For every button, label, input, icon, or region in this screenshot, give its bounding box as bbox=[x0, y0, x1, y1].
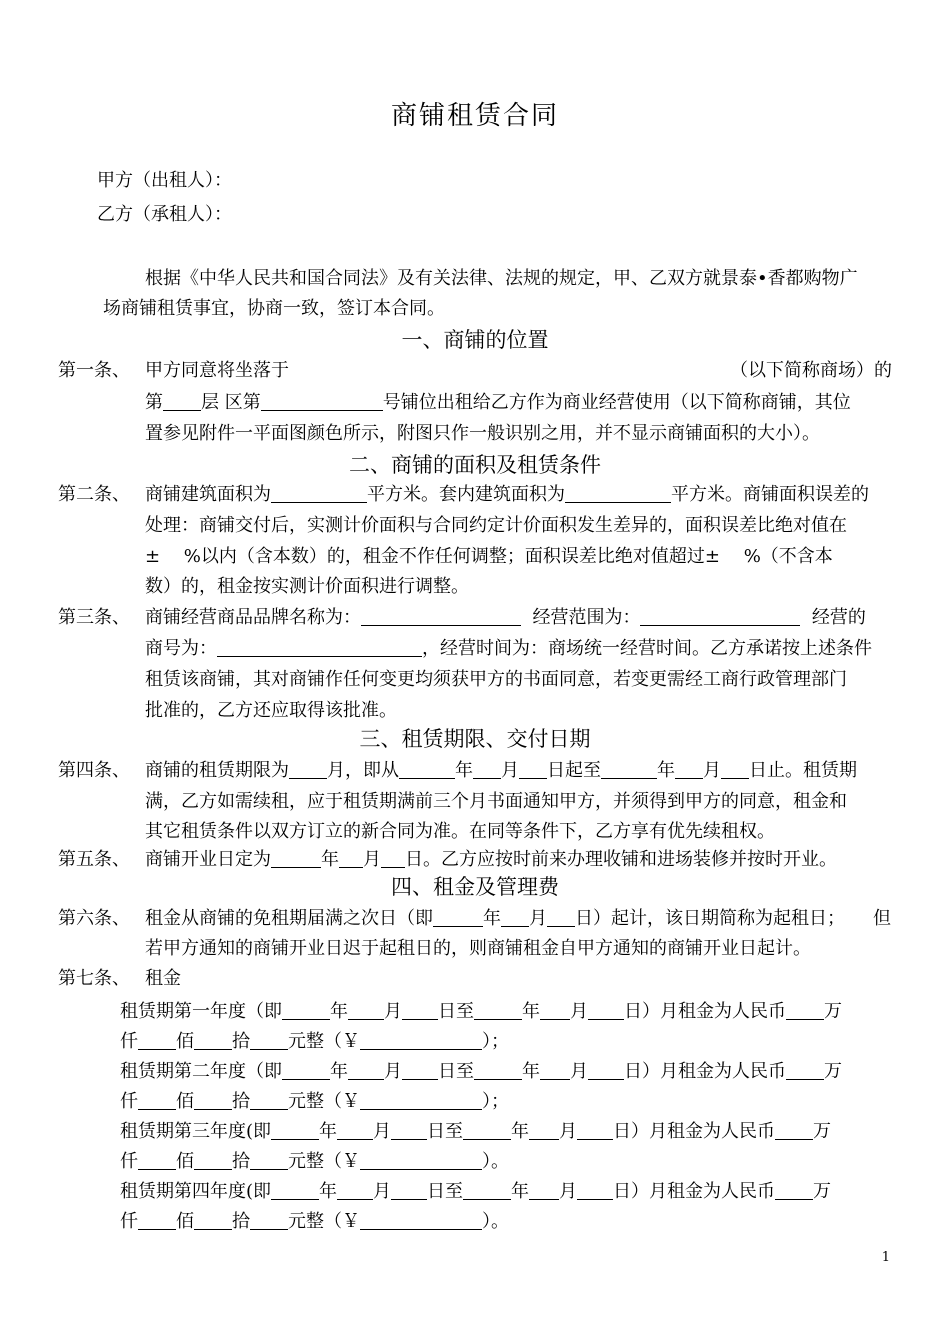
section-heading-1: 一、商铺的位置 bbox=[401, 328, 549, 352]
to-day-blank[interactable] bbox=[588, 1001, 624, 1020]
start-month-blank[interactable] bbox=[473, 760, 501, 779]
article-6-label: 第六条、 bbox=[58, 908, 130, 929]
article-2-line-3: ± %以内（含本数）的，租金不作任何调整；面积误差比绝对值超过± %（不含本 bbox=[145, 546, 833, 567]
rent-amount-row: 仟 佰 拾 元整（￥ ）； bbox=[120, 1031, 509, 1052]
qian-blank[interactable] bbox=[138, 1031, 176, 1050]
wan-blank[interactable] bbox=[775, 1121, 813, 1140]
to-year-blank[interactable] bbox=[474, 1061, 522, 1080]
article-3-line-1: 商铺经营商品品牌名称为： 经营范围为： 经营的 bbox=[145, 607, 866, 628]
rent-year-row: 租赁期第四年度(即 年 月 日至 年 月 日）月租金为人民币 万 bbox=[120, 1181, 832, 1202]
to-month-blank[interactable] bbox=[529, 1181, 559, 1200]
to-year-blank[interactable] bbox=[463, 1121, 511, 1140]
intro-line-2: 场商铺租赁事宜，协商一致，签订本合同。 bbox=[103, 298, 445, 319]
party-b-label: 乙方（承租人）： bbox=[97, 204, 232, 225]
article-7-label: 第七条、 bbox=[58, 968, 130, 989]
trade-name-blank[interactable] bbox=[217, 638, 422, 657]
business-scope-blank[interactable] bbox=[640, 607, 800, 626]
article-5-label: 第五条、 bbox=[58, 849, 130, 870]
rent-amount-row: 仟 佰 拾 元整（￥ ）。 bbox=[120, 1211, 509, 1232]
article-2-label: 第二条、 bbox=[58, 484, 130, 505]
article-4-line-1: 商铺的租赁期限为 月，即从 年 月 日起至 年 月 日止。租赁期 bbox=[145, 760, 857, 781]
qian-blank[interactable] bbox=[138, 1091, 176, 1110]
bai-blank[interactable] bbox=[194, 1091, 232, 1110]
bai-blank[interactable] bbox=[194, 1031, 232, 1050]
lease-months-blank[interactable] bbox=[289, 760, 327, 779]
rent-year-row: 租赁期第二年度（即 年 月 日至 年 月 日）月租金为人民币 万 bbox=[120, 1061, 842, 1082]
to-month-blank[interactable] bbox=[540, 1061, 570, 1080]
article-4-line-2: 满，乙方如需续租，应于租赁期满前三个月书面通知甲方，并须得到甲方的同意，租金和 bbox=[145, 791, 847, 812]
floor-blank[interactable] bbox=[163, 392, 201, 411]
opening-month-blank[interactable] bbox=[339, 849, 363, 868]
opening-year-blank[interactable] bbox=[271, 849, 321, 868]
to-day-blank[interactable] bbox=[577, 1121, 613, 1140]
from-day-blank[interactable] bbox=[402, 1061, 438, 1080]
article-1-label: 第一条、 bbox=[58, 360, 130, 381]
rent-year-row: 租赁期第三年度(即 年 月 日至 年 月 日）月租金为人民币 万 bbox=[120, 1121, 832, 1142]
from-year-blank[interactable] bbox=[271, 1181, 319, 1200]
to-day-blank[interactable] bbox=[588, 1061, 624, 1080]
party-a-label: 甲方（出租人）： bbox=[97, 170, 232, 191]
building-area-blank[interactable] bbox=[271, 484, 367, 503]
from-month-blank[interactable] bbox=[337, 1181, 373, 1200]
from-month-blank[interactable] bbox=[348, 1061, 384, 1080]
to-month-blank[interactable] bbox=[540, 1001, 570, 1020]
article-6-line-1: 租金从商铺的免租期届满之次日（即 年 月 日）起计，该日期简称为起租日； bbox=[145, 908, 845, 929]
qian-blank[interactable] bbox=[138, 1151, 176, 1170]
article-7-heading: 租金 bbox=[145, 968, 181, 989]
inner-area-blank[interactable] bbox=[565, 484, 671, 503]
from-year-blank[interactable] bbox=[271, 1121, 319, 1140]
shi-blank[interactable] bbox=[250, 1031, 288, 1050]
rent-start-month-blank[interactable] bbox=[501, 908, 529, 927]
article-3-line-3: 租赁该商铺，其对商铺作任何变更均须获甲方的书面同意，若变更需经工商行政管理部门 bbox=[145, 669, 847, 690]
wan-blank[interactable] bbox=[786, 1001, 824, 1020]
opening-day-blank[interactable] bbox=[381, 849, 405, 868]
end-year-blank[interactable] bbox=[601, 760, 657, 779]
to-year-blank[interactable] bbox=[463, 1181, 511, 1200]
end-day-blank[interactable] bbox=[721, 760, 749, 779]
rent-year-row: 租赁期第一年度（即 年 月 日至 年 月 日）月租金为人民币 万 bbox=[120, 1001, 842, 1022]
end-month-blank[interactable] bbox=[675, 760, 703, 779]
to-month-blank[interactable] bbox=[529, 1121, 559, 1140]
rent-amount-row: 仟 佰 拾 元整（￥ ）； bbox=[120, 1091, 509, 1112]
rent-start-day-blank[interactable] bbox=[547, 908, 575, 927]
from-day-blank[interactable] bbox=[402, 1001, 438, 1020]
article-3-label: 第三条、 bbox=[58, 607, 130, 628]
rent-start-year-blank[interactable] bbox=[433, 908, 483, 927]
bai-blank[interactable] bbox=[194, 1211, 232, 1230]
section-heading-2: 二、商铺的面积及租赁条件 bbox=[349, 453, 601, 477]
to-day-blank[interactable] bbox=[577, 1181, 613, 1200]
rent-amount-row: 仟 佰 拾 元整（￥ ）。 bbox=[120, 1151, 509, 1172]
article-3-line-2: 商号为： ，经营时间为：商场统一经营时间。乙方承诺按上述条件 bbox=[145, 638, 872, 659]
article-6-line-1-end: 但 bbox=[873, 908, 891, 929]
section-heading-3: 三、租赁期限、交付日期 bbox=[359, 727, 591, 751]
shi-blank[interactable] bbox=[250, 1211, 288, 1230]
bai-blank[interactable] bbox=[194, 1151, 232, 1170]
document-title: 商铺租赁合同 bbox=[390, 101, 559, 131]
article-2-line-1: 商铺建筑面积为 平方米。套内建筑面积为 平方米。商铺面积误差的 bbox=[145, 484, 869, 505]
article-1-line-1a: 甲方同意将坐落于 bbox=[145, 360, 289, 381]
from-day-blank[interactable] bbox=[391, 1181, 427, 1200]
shop-number-blank[interactable] bbox=[261, 392, 383, 411]
section-heading-4: 四、租金及管理费 bbox=[391, 875, 559, 899]
start-day-blank[interactable] bbox=[519, 760, 547, 779]
article-4-label: 第四条、 bbox=[58, 760, 130, 781]
wan-blank[interactable] bbox=[786, 1061, 824, 1080]
article-4-line-3: 其它租赁条件以双方订立的新合同为准。在同等条件下，乙方享有优先续租权。 bbox=[145, 821, 775, 842]
article-6-line-2: 若甲方通知的商铺开业日迟于起租日的，则商铺租金自甲方通知的商铺开业日起计。 bbox=[145, 938, 811, 959]
shi-blank[interactable] bbox=[250, 1091, 288, 1110]
intro-line-1: 根据《中华人民共和国合同法》及有关法律、法规的规定，甲、乙双方就景泰•香都购物广 bbox=[145, 268, 858, 289]
amount-figure-blank[interactable] bbox=[360, 1151, 482, 1170]
to-year-blank[interactable] bbox=[474, 1001, 522, 1020]
article-2-line-4: 数）的，租金按实测计价面积进行调整。 bbox=[145, 576, 469, 597]
qian-blank[interactable] bbox=[138, 1211, 176, 1230]
amount-figure-blank[interactable] bbox=[360, 1031, 482, 1050]
wan-blank[interactable] bbox=[775, 1181, 813, 1200]
article-5-line-1: 商铺开业日定为 年 月 日。乙方应按时前来办理收铺和进场装修并按时开业。 bbox=[145, 849, 837, 870]
start-year-blank[interactable] bbox=[399, 760, 455, 779]
from-year-blank[interactable] bbox=[282, 1001, 330, 1020]
amount-figure-blank[interactable] bbox=[360, 1091, 482, 1110]
from-day-blank[interactable] bbox=[391, 1121, 427, 1140]
shi-blank[interactable] bbox=[250, 1151, 288, 1170]
from-month-blank[interactable] bbox=[337, 1121, 373, 1140]
brand-name-blank[interactable] bbox=[361, 607, 521, 626]
from-year-blank[interactable] bbox=[282, 1061, 330, 1080]
page-number: 1 bbox=[881, 1250, 890, 1265]
article-1-line-1b: （以下简称商场）的 bbox=[730, 360, 892, 381]
article-3-line-4: 批准的，乙方还应取得该批准。 bbox=[145, 700, 397, 721]
article-1-line-3: 置参见附件一平面图颜色所示，附图只作一般识别之用，并不显示商铺面积的大小）。 bbox=[145, 423, 820, 444]
article-2-line-2: 处理：商铺交付后，实测计价面积与合同约定计价面积发生差异的，面积误差比绝对值在 bbox=[145, 515, 847, 536]
article-1-line-2: 第 层 区第 号铺位出租给乙方作为商业经营使用（以下简称商铺，其位 bbox=[145, 392, 851, 413]
amount-figure-blank[interactable] bbox=[360, 1211, 482, 1230]
from-month-blank[interactable] bbox=[348, 1001, 384, 1020]
